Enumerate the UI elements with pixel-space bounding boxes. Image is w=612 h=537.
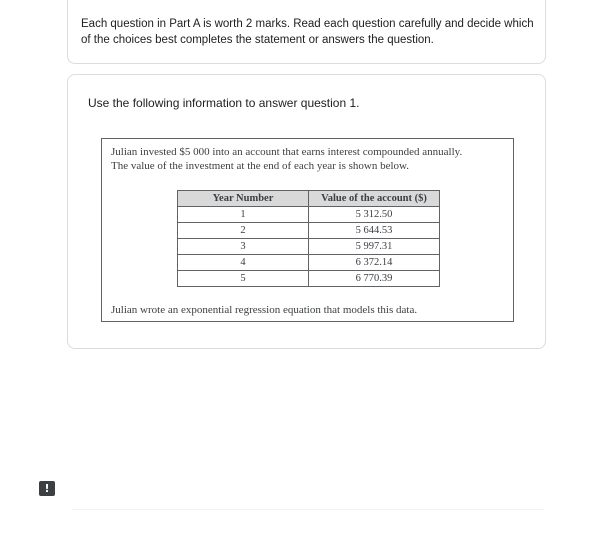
figure-intro: [111, 145, 506, 173]
header-account-value: Value of the account ($): [309, 191, 440, 207]
instructions-text: Each question in Part A is worth 2 marks. Read each question carefully and decide which of the choices best completes the statement or answers the question.: [81, 18, 534, 46]
report-problem-icon[interactable]: !: [39, 481, 55, 496]
header-year-number: Year Number: [178, 191, 309, 207]
question-figure: [101, 138, 514, 322]
year-cell: 4: [178, 255, 309, 271]
table-row: [178, 223, 440, 239]
table-header-row: [178, 191, 440, 207]
figure-intro-line-1: Julian invested $5 000 into an account that earns interest compounded annually.: [111, 146, 463, 158]
value-cell: 5 997.31: [309, 239, 440, 255]
value-cell: 6 372.14: [309, 255, 440, 271]
value-cell: 5 644.53: [309, 223, 440, 239]
table-row: [178, 271, 440, 287]
year-cell: 1: [178, 207, 309, 223]
question-card: [67, 74, 546, 349]
value-cell: 5 312.50: [309, 207, 440, 223]
table-row: [178, 239, 440, 255]
value-cell: 6 770.39: [309, 271, 440, 287]
year-cell: 3: [178, 239, 309, 255]
year-cell: 5: [178, 271, 309, 287]
instructions-card: [67, 0, 546, 64]
figure-intro-line-2: The value of the investment at the end of each year is shown below.: [111, 160, 410, 172]
divider: [72, 509, 544, 510]
table-row: [178, 255, 440, 271]
investment-table: [177, 190, 440, 287]
year-cell: 2: [178, 223, 309, 239]
figure-outro: Julian wrote an exponential regression equation that models this data.: [111, 304, 418, 316]
question-prompt: Use the following information to answer question 1.: [88, 96, 360, 110]
table-row: [178, 207, 440, 223]
